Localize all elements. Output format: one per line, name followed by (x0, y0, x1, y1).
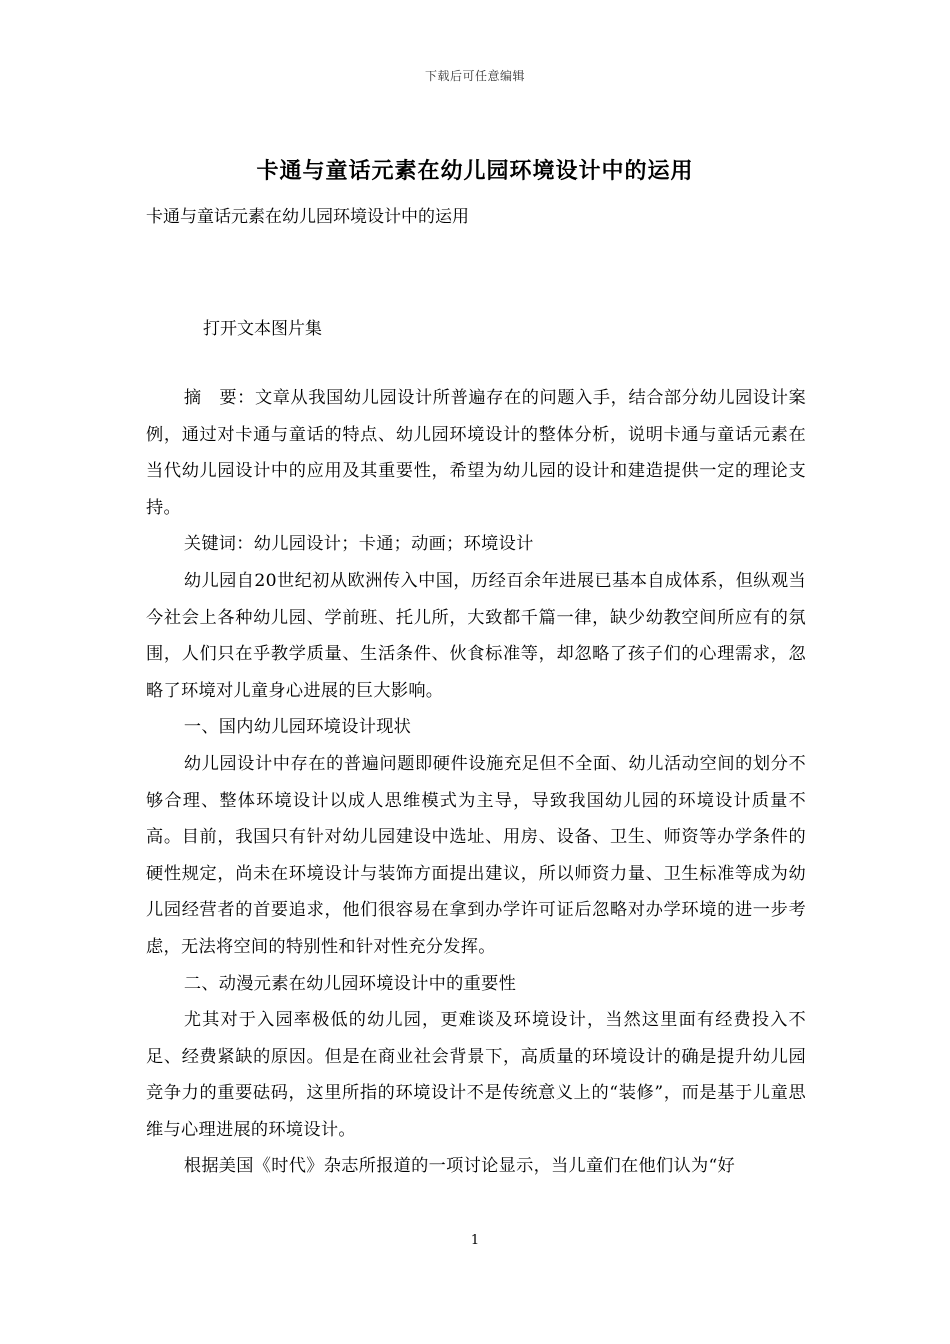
page-number: 1 (470, 1233, 480, 1248)
body-paragraph: 幼儿园设计中存在的普遍问题即硬件设施充足但不全面、幼儿活动空间的划分不够合理、整体环境设计以成人思维模式为主导，导致我国幼儿园的环境设计质量不高。目前，我国只有针对幼儿园建设中选址、用房、设备、卫生、师资等办学条件的硬性规定，尚未在环境设计与装饰方面提出建议，所以师资力量、卫生标准等成为幼儿园经营者的首要追求，他们很容易在拿到办学许可证后忽略对办学环境的进一步考虑，无法将空间的特别性和针对性充分发挥。 (146, 753, 806, 957)
body-text (146, 380, 806, 1185)
section-heading: 一、国内幼儿园环境设计现状 (183, 717, 412, 738)
document-subtitle: 卡通与童话元素在幼儿园环境设计中的运用 (146, 207, 469, 227)
document-title: 卡通与童话元素在幼儿园环境设计中的运用 (256, 158, 694, 184)
header-note: 下载后可任意编辑 (424, 69, 525, 83)
body-paragraph: 根据美国《时代》杂志所报道的一项讨论显示，当儿童们在他们认为“好 (183, 1156, 736, 1177)
section-heading: 二、动漫元素在幼儿园环境设计中的重要性 (183, 973, 517, 994)
open-image-gallery-link[interactable]: 打开文本图片集 (203, 319, 322, 339)
body-paragraph: 幼儿园自20世纪初从欧洲传入中国，历经百余年进展已基本自成体系，但纵观当今社会上各种幼儿园、学前班、托儿所，大致都千篇一律，缺少幼教空间所应有的氛围，人们只在乎教学质量、生活条件、伙食标准等，却忽略了孩子们的心理需求，忽略了环境对儿童身心进展的巨大影响。 (146, 570, 806, 701)
abstract-paragraph: 摘 要：文章从我国幼儿园设计所普遍存在的问题入手，结合部分幼儿园设计案例，通过对卡通与童话的特点、幼儿园环境设计的整体分析，说明卡通与童话元素在当代幼儿园设计中的应用及其重要性，希望为幼儿园的设计和建造提供一定的理论支持。 (146, 388, 806, 518)
body-paragraph: 尤其对于入园率极低的幼儿园，更难谈及环境设计，当然这里面有经费投入不足、经费紧缺的原因。但是在商业社会背景下，高质量的环境设计的确是提升幼儿园竞争力的重要砝码，这里所指的环境设计不是传统意义上的“装修”，而是基于儿童思维与心理进展的环境设计。 (146, 1010, 806, 1140)
keywords-paragraph: 关键词：幼儿园设计；卡通；动画；环境设计 (183, 534, 534, 555)
